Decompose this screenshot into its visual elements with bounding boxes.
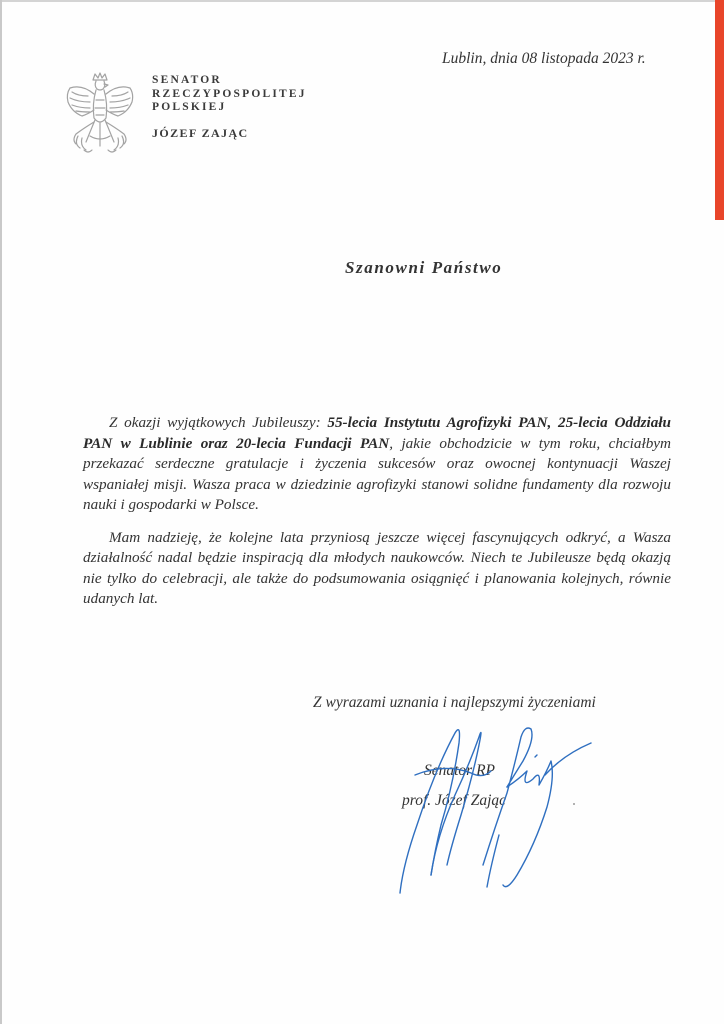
emphasized-text: 55-lecia Instytutu Agrofizyki PAN, 25-lecia Oddziału PAN w Lublinie oraz 20-lecia Fundacji PAN: [83, 414, 672, 452]
body-paragraph: [83, 413, 671, 516]
signature-title: Senator RP: [424, 762, 496, 779]
scan-edge-top: [0, 0, 716, 2]
signature-stroke: [487, 835, 499, 887]
letterhead: [152, 74, 307, 140]
letter-body: [83, 413, 671, 610]
paragraph-text: Mam nadzieję, że kolejne lata przyniosą jeszcze więcej fascynujących odkryć, a Wasza działalność nadal będzie inspiracją dla młodych naukowców. Niech te Jubileusze będą okazją nie tylko do celebracji, ale także do podsumowania osiągnięć i planowania kolejnych, równie udanych lat.: [83, 528, 671, 607]
signature-stroke: [400, 730, 460, 893]
handwritten-signature: [395, 715, 605, 900]
date-line: Lublin, dnia 08 listopada 2023 r.: [442, 50, 646, 67]
salutation: Szanowni Państwo: [345, 258, 503, 277]
signature-name: prof. Józef Zając: [402, 792, 507, 809]
paragraph-text: , jakie obchodzicie w tym roku, chciałbym przekazać serdeczne gratulacje i życzenia sukcesów oraz owocnej kontynuacji Waszej wspaniałej misji. Wasza praca w dziedzinie agrofizyki stanowi solidne fundamenty dla rozwoju nauki i gospodarki w Polsce.: [83, 434, 671, 513]
signature-stroke: [483, 728, 532, 865]
letterhead-line-polish: POLSKIEJ: [152, 101, 227, 113]
letterhead-line-republic: RZECZYPOSPOLITEJ: [152, 87, 307, 100]
scan-edge-left: [0, 0, 2, 1024]
letterhead-senator-name: JÓZEF ZAJĄC: [152, 125, 249, 140]
signature-stroke: [431, 733, 481, 876]
body-paragraph: [83, 528, 671, 610]
red-accent-bar: [715, 0, 724, 220]
signature-stroke: [535, 755, 537, 757]
letterhead-line-senator: SENATOR: [152, 74, 222, 86]
scan-dot: [573, 803, 575, 805]
polish-eagle-icon: [60, 70, 140, 156]
closing-line: Z wyrazami uznania i najlepszymi życzeniami: [313, 694, 596, 711]
paragraph-text: Z okazji wyjątkowych Jubileuszy:: [109, 414, 328, 431]
